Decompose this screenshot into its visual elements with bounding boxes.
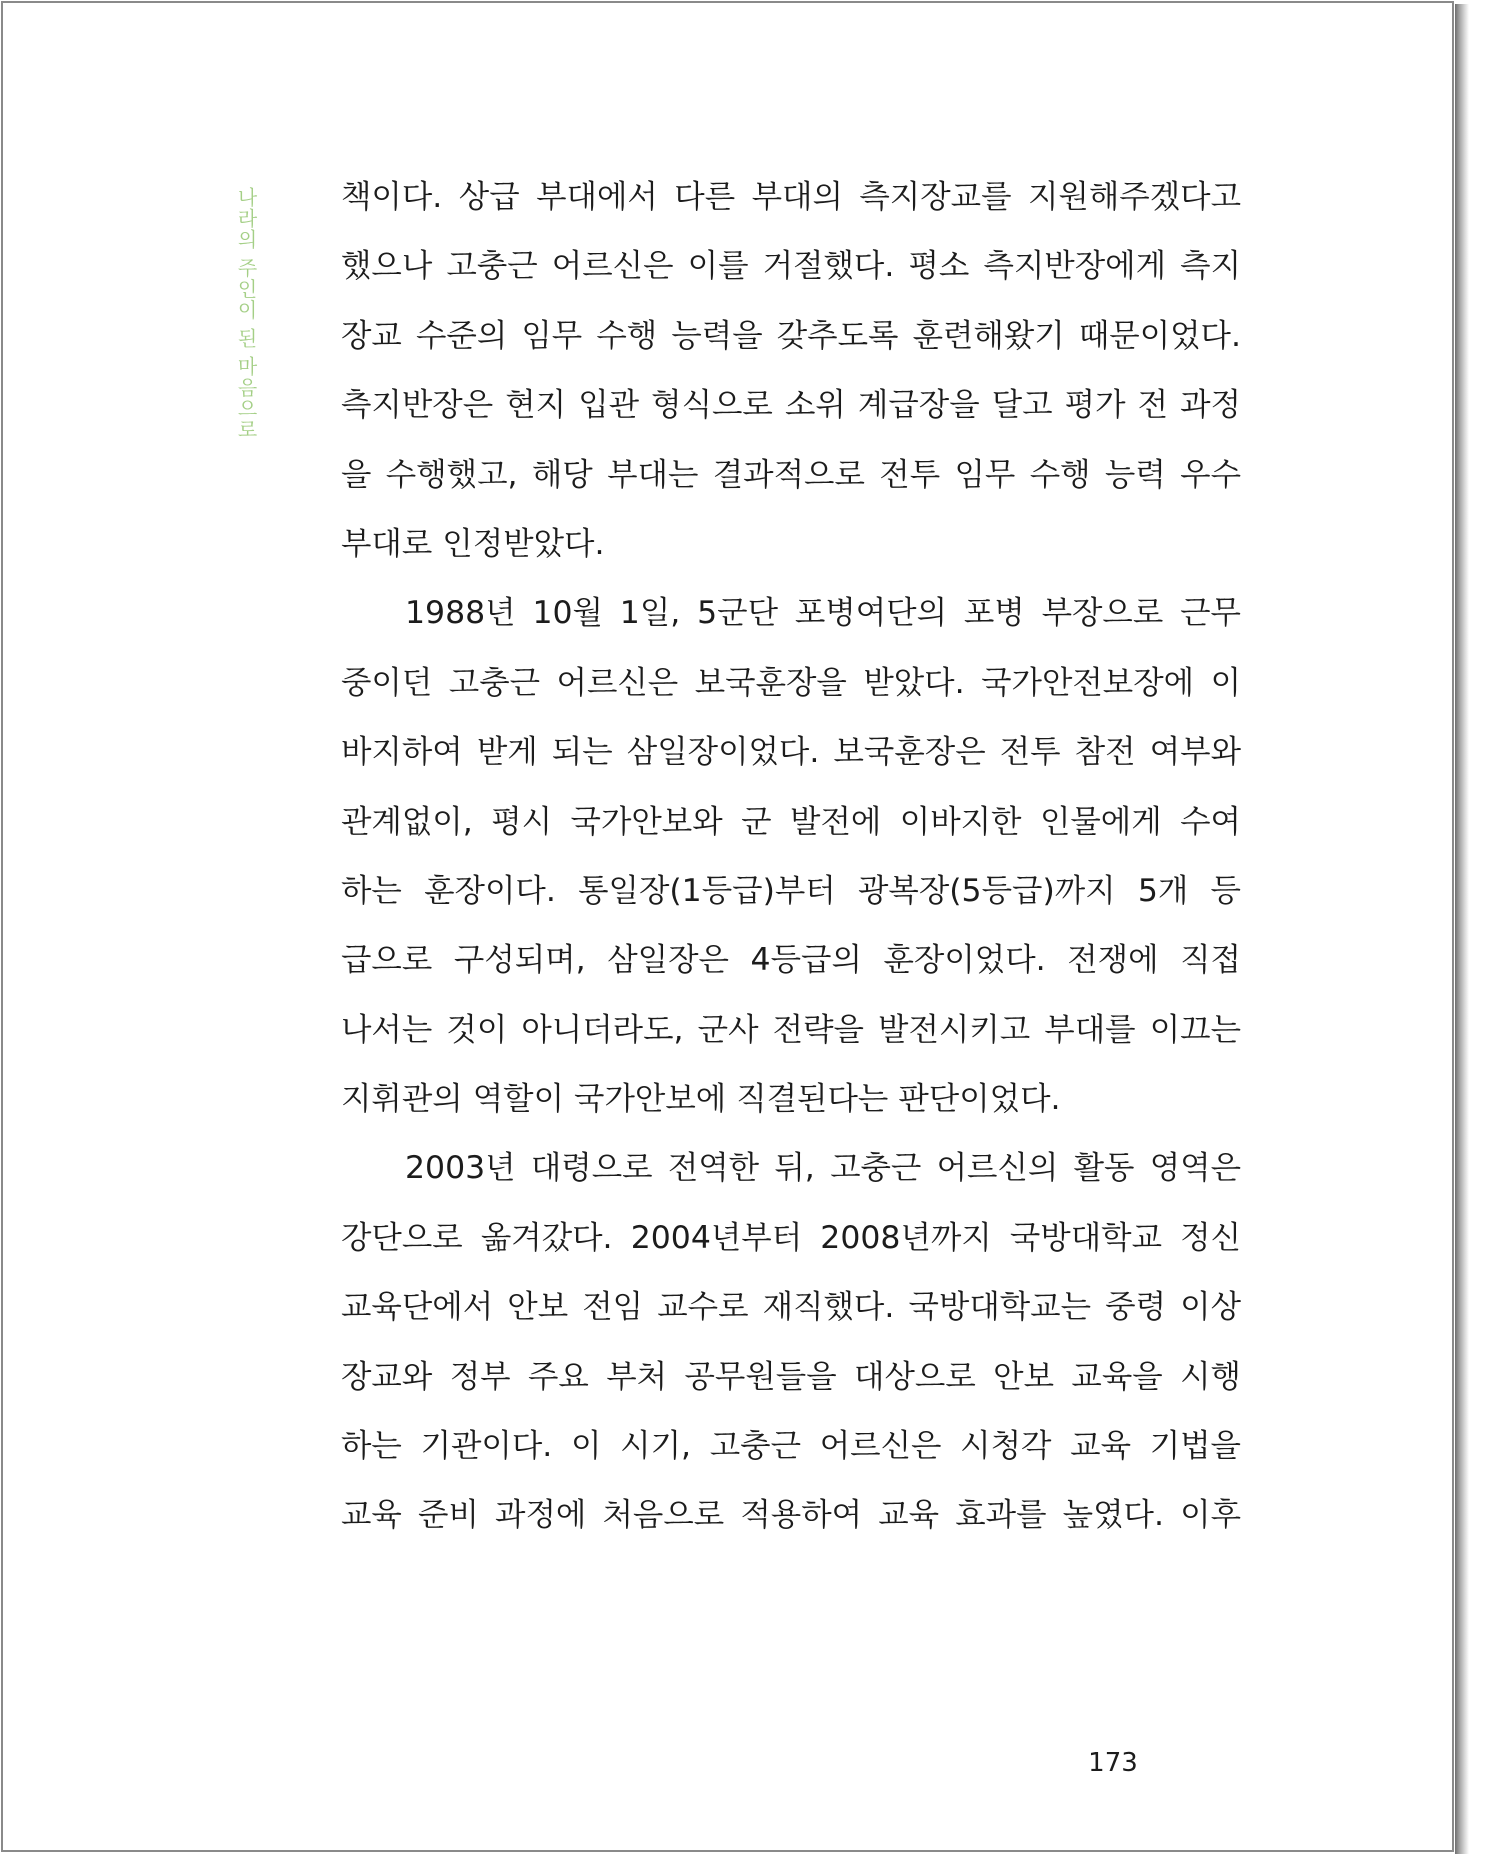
book-page	[1, 1, 1454, 1852]
text-line: 나서는 것이 아니더라도, 군사 전략을 발전시키고 부대를 이끄는	[341, 1011, 1241, 1048]
text-line: 교육단에서 안보 전임 교수로 재직했다. 국방대학교는 중령 이상	[341, 1289, 1241, 1326]
text-line: 책이다. 상급 부대에서 다른 부대의 측지장교를 지원해주겠다고	[341, 179, 1241, 215]
text-line: 을 수행했고, 해당 부대는 결과적으로 전투 임무 수행 능력 우수	[341, 456, 1241, 493]
text-line: 하는 훈장이다. 통일장(1등급)부터 광복장(5등급)까지 5개 등	[341, 872, 1241, 909]
text-line: 급으로 구성되며, 삼일장은 4등급의 훈장이었다. 전쟁에 직접	[341, 942, 1241, 979]
body-text	[341, 169, 1241, 1557]
text-line: 장교 수준의 임무 수행 능력을 갖추도록 훈련해왔기 때문이었다.	[341, 317, 1241, 354]
text-line: 바지하여 받게 되는 삼일장이었다. 보국훈장은 전투 참전 여부와	[341, 734, 1241, 771]
text-line: 했으나 고충근 어르신은 이를 거절했다. 평소 측지반장에게 측지	[341, 248, 1241, 285]
text-line: 지휘관의 역할이 국가안보에 직결된다는 판단이었다.	[341, 1081, 1061, 1118]
text-line: 1988년 10월 1일, 5군단 포병여단의 포병 부장으로 근무	[405, 595, 1241, 632]
running-title: 나라의 주인이 된 마음으로	[234, 187, 258, 441]
text-line: 강단으로 옮겨갔다. 2004년부터 2008년까지 국방대학교 정신	[341, 1219, 1241, 1256]
paragraph	[341, 585, 1241, 1140]
paragraph	[341, 1140, 1241, 1556]
paragraph	[341, 169, 1241, 585]
text-line: 교육 준비 과정에 처음으로 적용하여 교육 효과를 높였다. 이후	[341, 1497, 1241, 1534]
text-line: 중이던 고충근 어르신은 보국훈장을 받았다. 국가안전보장에 이	[341, 664, 1241, 701]
text-line: 하는 기관이다. 이 시기, 고충근 어르신은 시청각 교육 기법을	[341, 1428, 1241, 1465]
text-line: 측지반장은 현지 입관 형식으로 소위 계급장을 달고 평가 전 과정	[341, 387, 1241, 424]
page-number: 173	[1088, 1748, 1138, 1778]
text-line: 장교와 정부 주요 부처 공무원들을 대상으로 안보 교육을 시행	[341, 1358, 1241, 1395]
page-edge-shadow	[1455, 4, 1469, 1854]
text-line: 2003년 대령으로 전역한 뒤, 고충근 어르신의 활동 영역은	[405, 1150, 1241, 1187]
text-line: 부대로 인정받았다.	[341, 525, 605, 562]
text-line: 관계없이, 평시 국가안보와 군 발전에 이바지한 인물에게 수여	[341, 803, 1241, 840]
